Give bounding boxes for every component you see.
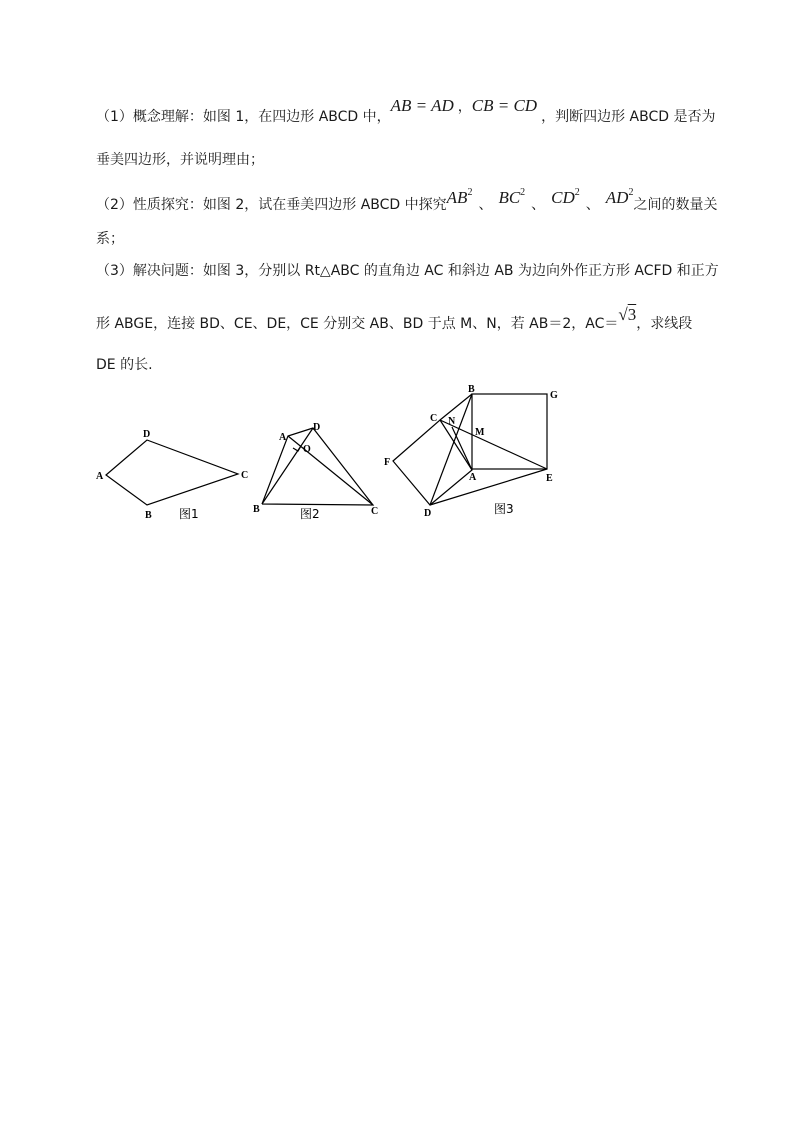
fig1-label-a: A (96, 471, 104, 482)
fig3-label-m: M (475, 427, 485, 438)
fig2-label-c: C (371, 506, 379, 517)
q2-line-1 (96, 189, 717, 215)
fig2-label-a: A (279, 432, 287, 443)
q3-line-1: （3）解决问题：如图 3，分别以 Rt△ABC 的直角边 AC 和斜边 AB 为边向外作正方形 ACFD 和正方 (96, 263, 719, 279)
q2-sep-3: 、 (585, 197, 600, 213)
fig2-caption: 图2 (300, 507, 320, 521)
fig3-label-c: C (430, 413, 438, 424)
fig3-label-b: B (468, 384, 475, 395)
fig1-kite (106, 440, 238, 505)
fig1-label-c: C (241, 470, 249, 481)
q1-line-1 (96, 96, 716, 127)
q2-sep-1: 、 (478, 197, 493, 213)
q2-term-cd: $CD^2$ (551, 187, 580, 207)
fig3-label-a: A (469, 472, 477, 483)
q3-line-3: DE 的长. (96, 357, 153, 373)
fig1-label-d: D (143, 429, 151, 440)
fig2-diagonal-bd (262, 428, 313, 504)
q3-line-2 (96, 305, 693, 334)
fig3-label-e: E (546, 473, 553, 484)
fig3-label-f: F (384, 457, 391, 468)
q1-prefix: （1）概念理解：如图 1，在四边形 ABCD 中， (96, 109, 391, 125)
q2-term-bc: $BC^2$ (498, 187, 526, 207)
fig1-caption: 图1 (179, 507, 199, 521)
q1-math-ab-ad: AB = AD (390, 96, 454, 115)
figures-diagram (0, 380, 800, 530)
fig2-label-d: D (313, 422, 321, 433)
q2-term-ad: $AD^2$ (605, 187, 634, 207)
q1-suffix: ，判断四边形 ABCD 是否为 (541, 109, 716, 125)
q2-suffix: 之间的数量关 (633, 197, 718, 213)
q2-sep-2: 、 (531, 197, 546, 213)
q1-comma: ， (457, 99, 472, 115)
fig3-caption: 图3 (494, 502, 514, 516)
fig3-label-g: G (550, 390, 558, 401)
fig3-square-acfd (393, 420, 472, 505)
fig3-label-d: D (424, 508, 432, 519)
fig2-label-o: O (303, 444, 311, 455)
q3-line-2-suffix: ，求线段 (636, 316, 693, 332)
fig1-label-b: B (145, 510, 152, 521)
q3-sqrt: √3 (618, 305, 637, 324)
q1-line-2: 垂美四边形，并说明理由； (96, 152, 264, 168)
fig3-segment-de (430, 469, 547, 505)
q3-line-2-prefix: 形 ABGE，连接 BD、CE、DE，CE 分别交 AB、BD 于点 M、N，若 AB＝2，AC＝ (96, 316, 619, 332)
q1-math-cb-cd: CB = CD (471, 96, 538, 115)
q2-line-2: 系； (96, 231, 124, 247)
q2-term-ab: $AB^2$ (446, 187, 473, 207)
fig2-label-b: B (253, 504, 260, 515)
fig3-label-n: N (448, 416, 456, 427)
q2-prefix: （2）性质探究：如图 2，试在垂美四边形 ABCD 中探究 (96, 197, 447, 213)
